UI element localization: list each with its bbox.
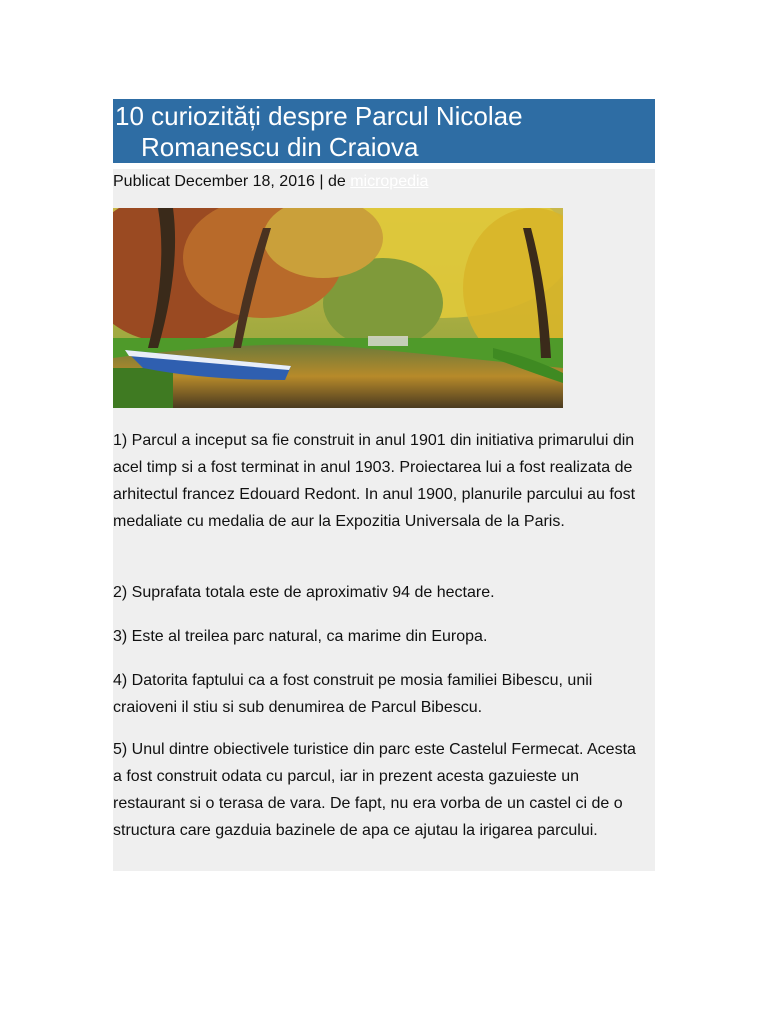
article-title: [113, 99, 655, 163]
publish-meta: [113, 171, 428, 193]
title-line-2: Romanescu din Craiova: [141, 132, 419, 162]
article-body: [113, 169, 655, 871]
fact-paragraph-2: 2) Suprafata totala este de aproximativ 94 de hectare.: [113, 584, 495, 601]
title-line-1: 10 curiozități despre Parcul Nicolae: [115, 101, 523, 131]
fact-paragraph-5: 5) Unul dintre obiectivele turistice din parc este Castelul Fermecat. Acesta a fost construit odata cu parcul, iar in prezent acesta gazuieste un restaurant si o terasa de vara. De fapt, nu era vorba de un castel ci de o structura care gazduia bazinele de apa ce ajutau la irigarea parcului.: [113, 741, 636, 839]
fact-paragraph-1: 1) Parcul a inceput sa fie construit in anul 1901 din initiativa primarului din acel timp si a fost terminat in anul 1903. Proiectarea lui a fost realizata de arhitectul francez Edouard Redont. In anul 1900, planurile parcului au fost medaliate cu medalia de aur la Expozitia Universala de la Paris.: [113, 432, 636, 530]
park-photo: [113, 208, 563, 408]
fact-paragraph-3: 3) Este al treilea parc natural, ca marime din Europa.: [113, 628, 488, 645]
park-lake-image: [113, 208, 563, 408]
fact-paragraph-4: 4) Datorita faptului ca a fost construit pe mosia familiei Bibescu, unii craioveni il stiu si sub denumirea de Parcul Bibescu.: [113, 672, 593, 716]
publish-date-text: Publicat December 18, 2016 | de: [113, 173, 351, 190]
author-link[interactable]: micropedia: [350, 173, 429, 190]
